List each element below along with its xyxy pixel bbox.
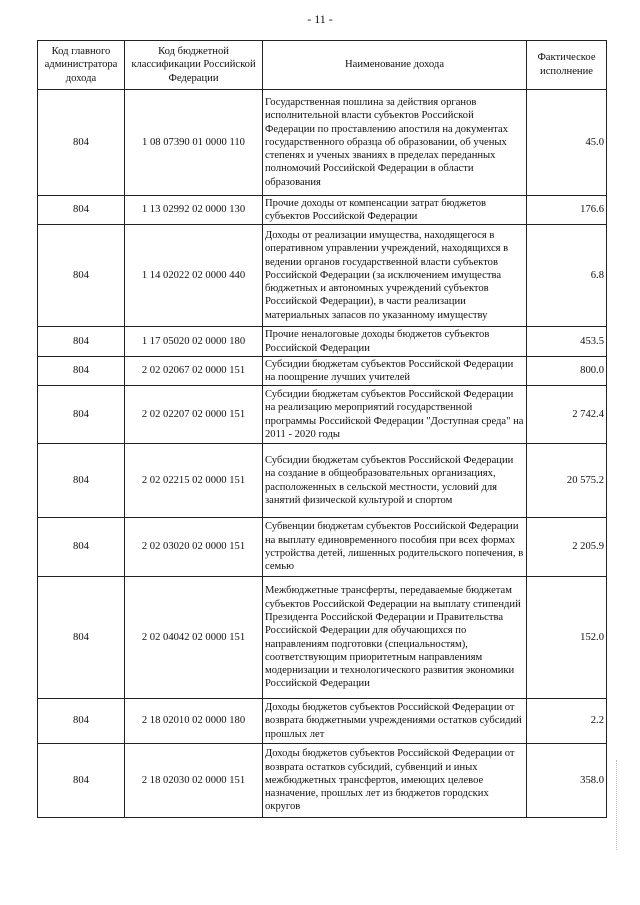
table-row: [38, 386, 607, 444]
amount-cell: 152.0: [527, 577, 607, 699]
header-admin-code: Код главного администратора дохода: [38, 41, 125, 90]
table-row: [38, 225, 607, 327]
amount-cell: 453.5: [527, 327, 607, 357]
budget-code-cell: 2 02 02207 02 0000 151: [125, 386, 263, 444]
admin-code-cell: 804: [38, 744, 125, 818]
amount-cell: 20 575.2: [527, 444, 607, 518]
table-row: [38, 577, 607, 699]
budget-code-cell: 2 02 03020 02 0000 151: [125, 518, 263, 577]
income-name-cell: Субсидии бюджетам субъектов Российской Федерации на создание в общеобразовательных организациях, расположенных в сельской местности, условий для занятий физической культурой и спортом: [263, 444, 527, 518]
budget-code-cell: 2 02 02067 02 0000 151: [125, 357, 263, 386]
table-header-row: [38, 41, 607, 90]
header-budget-code: Код бюджетной классификации Российской Федерации: [125, 41, 263, 90]
budget-code-cell: 1 14 02022 02 0000 440: [125, 225, 263, 327]
income-name-cell: Доходы бюджетов субъектов Российской Федерации от возврата бюджетными учреждениями остатков субсидий прошлых лет: [263, 699, 527, 744]
amount-cell: 45.0: [527, 90, 607, 196]
budget-code-cell: 1 13 02992 02 0000 130: [125, 196, 263, 225]
header-actual: Фактическое исполнение: [527, 41, 607, 90]
budget-code-cell: 2 02 04042 02 0000 151: [125, 577, 263, 699]
admin-code-cell: 804: [38, 357, 125, 386]
amount-cell: 176.6: [527, 196, 607, 225]
budget-code-cell: 2 18 02030 02 0000 151: [125, 744, 263, 818]
admin-code-cell: 804: [38, 196, 125, 225]
admin-code-cell: 804: [38, 225, 125, 327]
table-row: [38, 196, 607, 225]
admin-code-cell: 804: [38, 518, 125, 577]
table-row: [38, 444, 607, 518]
table-row: [38, 518, 607, 577]
amount-cell: 800.0: [527, 357, 607, 386]
amount-cell: 358.0: [527, 744, 607, 818]
table-row: [38, 327, 607, 357]
table-row: [38, 744, 607, 818]
header-income-name: Наименование дохода: [263, 41, 527, 90]
admin-code-cell: 804: [38, 444, 125, 518]
budget-code-cell: 2 02 02215 02 0000 151: [125, 444, 263, 518]
table-row: [38, 90, 607, 196]
income-name-cell: Субвенции бюджетам субъектов Российской Федерации на выплату единовременного пособия при всех формах устройства детей, лишенных родительского попечения, в семью: [263, 518, 527, 577]
amount-cell: 2 742.4: [527, 386, 607, 444]
income-table: [37, 40, 607, 818]
budget-code-cell: 2 18 02010 02 0000 180: [125, 699, 263, 744]
table-row: [38, 357, 607, 386]
income-name-cell: Субсидии бюджетам субъектов Российской Федерации на реализацию мероприятий государственной программы Российской Федерации "Доступная среда" на 2011 - 2020 годы: [263, 386, 527, 444]
income-name-cell: Доходы бюджетов субъектов Российской Федерации от возврата остатков субсидий, субвенций и иных межбюджетных трансфертов, имеющих целевое назначение, прошлых лет из бюджетов городских округов: [263, 744, 527, 818]
admin-code-cell: 804: [38, 699, 125, 744]
budget-code-cell: 1 17 05020 02 0000 180: [125, 327, 263, 357]
amount-cell: 6.8: [527, 225, 607, 327]
income-name-cell: Прочие доходы от компенсации затрат бюджетов субъектов Российской Федерации: [263, 196, 527, 225]
income-name-cell: Государственная пошлина за действия органов исполнительной власти субъектов Российской Федерации по проставлению апостиля на документах государственного образца об образовании, об ученых степенях и ученых званиях в пределах переданных полномочий Российской Федерации в области образования: [263, 90, 527, 196]
admin-code-cell: 804: [38, 577, 125, 699]
amount-cell: 2.2: [527, 699, 607, 744]
budget-code-cell: 1 08 07390 01 0000 110: [125, 90, 263, 196]
admin-code-cell: 804: [38, 90, 125, 196]
amount-cell: 2 205.9: [527, 518, 607, 577]
income-name-cell: Доходы от реализации имущества, находящегося в оперативном управлении учреждений, находящихся в ведении органов государственной власти субъектов Российской Федерации (за исключением имущества бюджетных и автономных учреждений субъектов Российской Федерации), в части реализации материальных запасов по указанному имуществу: [263, 225, 527, 327]
income-name-cell: Прочие неналоговые доходы бюджетов субъектов Российской Федерации: [263, 327, 527, 357]
admin-code-cell: 804: [38, 327, 125, 357]
admin-code-cell: 804: [38, 386, 125, 444]
income-name-cell: Межбюджетные трансферты, передаваемые бюджетам субъектов Российской Федерации на выплату стипендий Президента Российской Федерации и Правительства Российской Федерации для обучающихся по направлениям подготовки (специальностям), соответствующим приоритетным направлениям модернизации и технологического развития экономики Российской Федерации: [263, 577, 527, 699]
income-name-cell: Субсидии бюджетам субъектов Российской Федерации на поощрение лучших учителей: [263, 357, 527, 386]
page-number: - 11 -: [307, 12, 333, 26]
table-row: [38, 699, 607, 744]
scan-margin-mark: [616, 760, 618, 850]
